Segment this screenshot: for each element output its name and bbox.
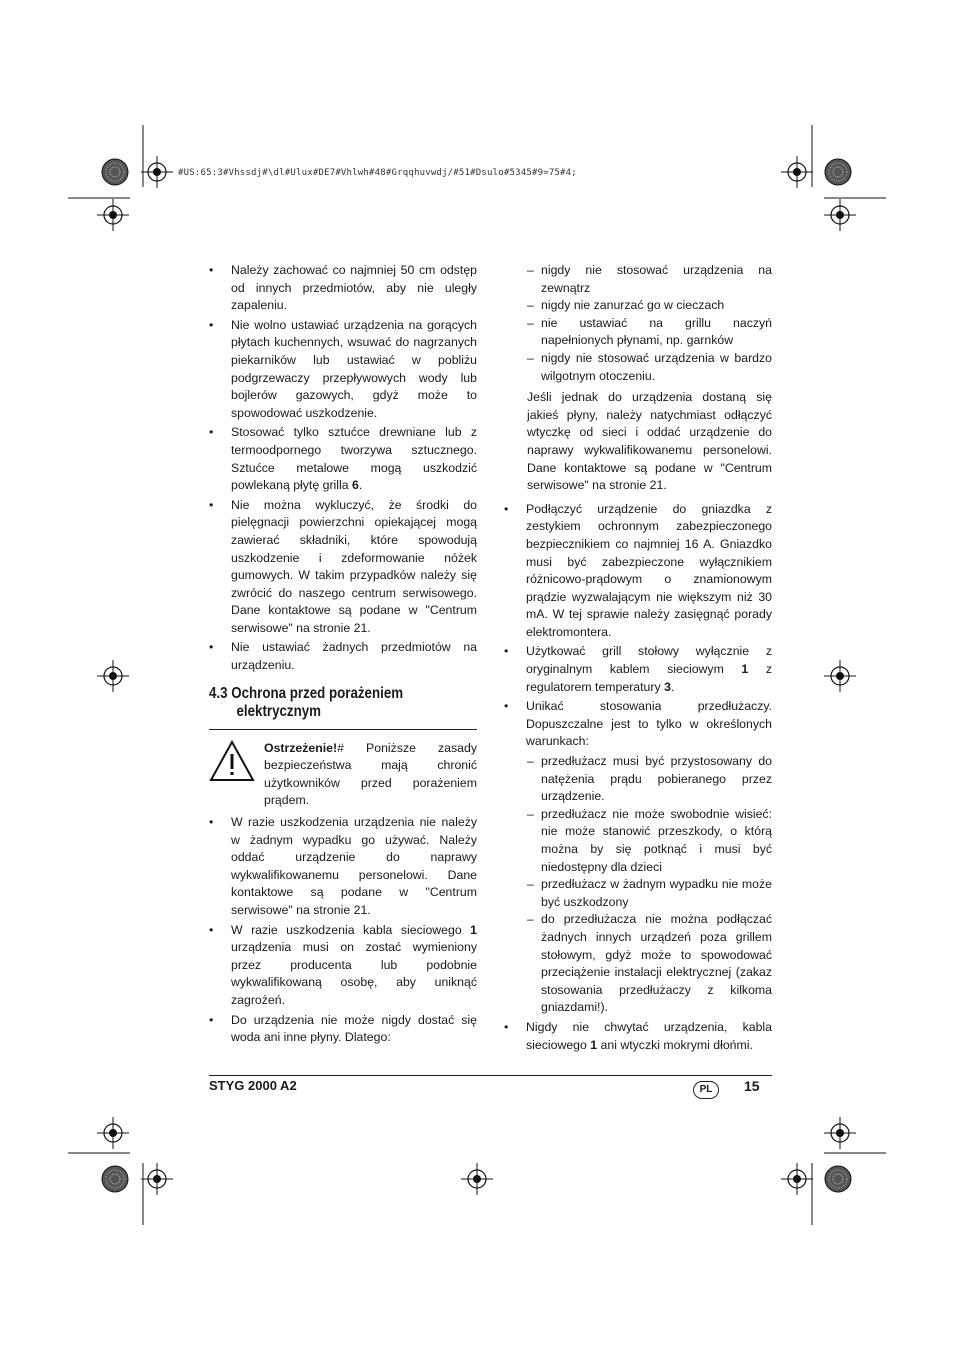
heading-divider <box>209 729 477 730</box>
sub-list-item: – do przedłużacza nie można podłączać żadnych innych urządzeń poza grillem stołowym, gdyż może to spowodować przeciążenie instalacji elektrycznej (zakaz stosowania przedłużaczy z kilkoma gniazdami!). <box>527 911 772 1017</box>
sub-list-item: – przedłużacz musi być przystosowany do natężenia prądu pobieranego przez urządzenie. <box>527 753 772 806</box>
sub-list-item: – przedłużacz w żadnym wypadku nie może być uszkodzony <box>527 876 772 911</box>
sub-list-item: – nigdy nie stosować urządzenia na zewnątrz <box>527 262 772 297</box>
list-item: • W razie uszkodzenia kabla sieciowego 1 urządzenia musi on zostać wymieniony przez producenta lub podobnie wykwalifikowaną osobę, aby uniknąć zagrożeń. <box>209 922 477 1010</box>
language-badge: PL <box>693 1081 719 1099</box>
warning-triangle-icon <box>209 740 255 782</box>
list-item: • Stosować tylko sztućce drewniane lub z termoodpornego tworzywa sztucznego. Sztućce metalowe mogą uszkodzić powlekaną płytę grilla 6. <box>209 424 477 494</box>
sub-list-item: – nigdy nie stosować urządzenia w bardzo wilgotnym otoczeniu. <box>527 350 772 385</box>
list-item: • Użytkować grill stołowy wyłącznie z oryginalnym kablem sieciowym 1 z regulatorem temperatury 3. <box>504 643 772 696</box>
list-item: • Unikać stosowania przedłużaczy. Dopuszczalne jest to tylko w określonych warunkach: <box>504 698 772 751</box>
warning-label: Ostrzeżenie! <box>264 740 338 755</box>
list-item: • Nie można wykluczyć, że środki do pielęgnacji powierzchni opiekającej mogą zawierać składniki, które spowodują uszkodzenie i zdeformowanie nóżek gumowych. W takim przypadków należy się zwrócić do naszego centrum serwisowego. Dane kontaktowe są podane w "Centrum serwisowe" na stronie 21. <box>209 497 477 638</box>
list-item: • Należy zachować co najmniej 50 cm odstęp od innych przedmiotów, aby nie uległy zapaleniu. <box>209 262 477 315</box>
list-item: • W razie uszkodzenia urządzenia nie należy w żadnym wypadku go używać. Należy oddać urządzenie do naprawy wykwalifikowanemu personelowi. Dane kontaktowe są podane w "Centrum serwisowe" na stronie 21. <box>209 814 477 920</box>
right-column <box>504 262 772 1056</box>
sub-list-item: – przedłużacz nie może swobodnie wisieć: nie może stanowić przeszkody, o którą można by się potknąć i musi być niedostępny dla dzieci <box>527 806 772 876</box>
list-item: • Nie wolno ustawiać urządzenia na gorących płytach kuchennych, wsuwać do nagrzanych piekarników lub ustawiać w pobliżu podgrzewaczy przepływowych wody lub bojlerów gazowych, gdyż może to spowodować uszkodzenie. <box>209 317 477 423</box>
paragraph: Jeśli jednak do urządzenia dostaną się jakieś płyny, należy natychmiast odłączyć wtyczkę od sieci i oddać urządzenie do naprawy wykwalifikowanemu personelowi. Dane kontaktowe są podane w "Centrum serwisowe" na stronie 21. <box>527 390 772 493</box>
footer-divider <box>209 1075 772 1076</box>
list-item: • Nie ustawiać żadnych przedmiotów na urządzeniu. <box>209 639 477 674</box>
left-column <box>209 262 477 1049</box>
list-item: • Nigdy nie chwytać urządzenia, kabla sieciowego 1 ani wtyczki mokrymi dłońmi. <box>504 1019 772 1054</box>
sub-list-item: – nie ustawiać na grillu naczyń napełnionych płynami, np. garnków <box>527 315 772 350</box>
model-number: STYG 2000 A2 <box>209 1078 297 1093</box>
list-item: • Podłączyć urządzenie do gniazdka z zestykiem ochronnym zabezpieczonego bezpiecznikiem co najmniej 16 A. Gniazdko musi być zabezpieczone wyłącznikiem różnicowo-prądowym o znamionowym prądzie wyzwalającym nie większym niż 30 mA. W tej sprawie należy zasięgnąć porady elektromontera. <box>504 501 772 642</box>
warning-block: Ostrzeżenie!# Poniższe zasady bezpieczeństwa mają chronić użytkowników przed porażeniem prądem. <box>209 740 477 810</box>
list-item: • Do urządzenia nie może nigdy dostać się woda ani inne płyny. Dlatego: <box>209 1012 477 1047</box>
print-slug: #US:65:3#Vhssdj#\dl#Ulux#DE7#Vhlwh#48#Grqqhuvwdj/#51#Dsulo#5345#9=75#4; <box>178 168 577 178</box>
page-number: 15 <box>744 1078 760 1094</box>
sub-list-item: – nigdy nie zanurzać go w cieczach <box>527 297 772 315</box>
section-heading: 4.3 Ochrona przed porażeniem elektrycznym <box>209 684 404 720</box>
